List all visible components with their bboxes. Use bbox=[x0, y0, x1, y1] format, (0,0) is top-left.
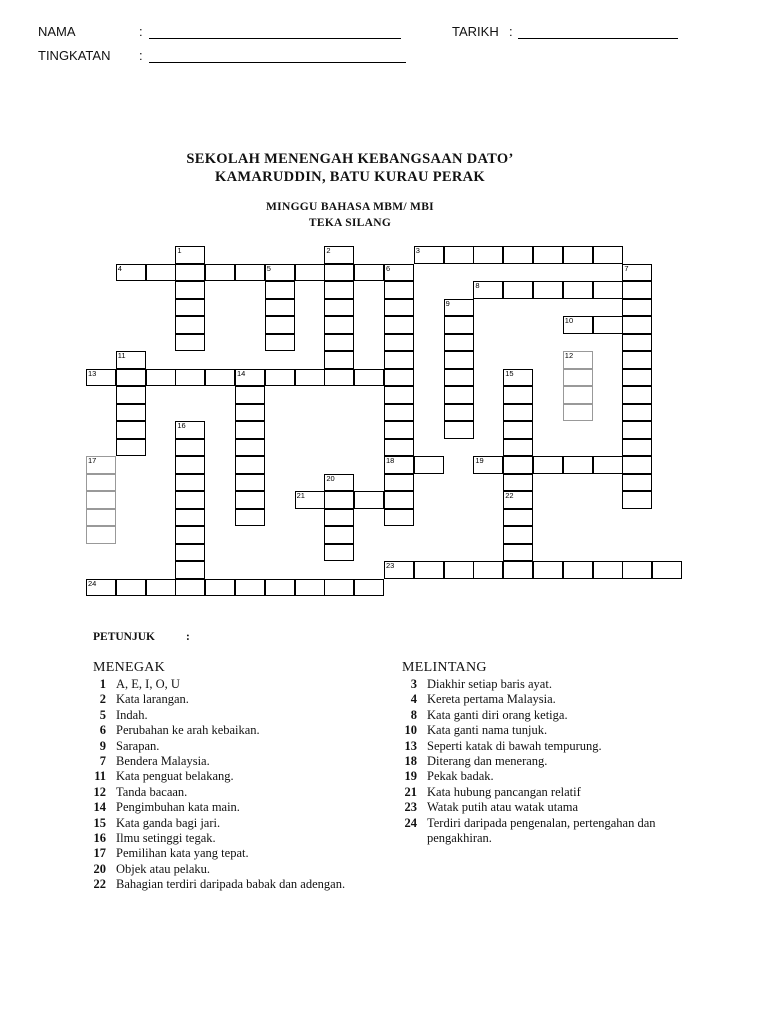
menegak-clue-5 bbox=[82, 708, 347, 723]
clue-number-10: 10 bbox=[564, 316, 574, 325]
crossword-cell[interactable] bbox=[265, 369, 295, 387]
crossword-cell[interactable] bbox=[593, 456, 623, 474]
event-title: MINGGU BAHASA MBM/ MBI bbox=[266, 201, 434, 213]
crossword-cell[interactable] bbox=[593, 281, 623, 299]
clue-number: 3 bbox=[410, 677, 417, 691]
crossword-cell[interactable] bbox=[295, 264, 325, 282]
crossword-cell[interactable] bbox=[563, 456, 593, 474]
crossword-cell[interactable] bbox=[563, 281, 593, 299]
crossword-cell[interactable] bbox=[622, 456, 652, 474]
crossword-cell[interactable] bbox=[384, 351, 414, 369]
clue-text: Pekak badak. bbox=[427, 769, 494, 784]
crossword-cell[interactable] bbox=[384, 334, 414, 352]
clue-number-19: 19 bbox=[475, 456, 484, 465]
crossword-cell[interactable] bbox=[384, 299, 414, 317]
crossword-cell[interactable] bbox=[146, 369, 176, 387]
crossword-cell[interactable] bbox=[175, 561, 205, 579]
tingkatan-colon: : bbox=[139, 48, 143, 63]
crossword-cell[interactable] bbox=[533, 246, 563, 264]
crossword-cell[interactable] bbox=[175, 509, 205, 527]
crossword-cell[interactable] bbox=[444, 561, 474, 579]
clue-number: 16 bbox=[93, 831, 106, 846]
crossword-cell[interactable] bbox=[444, 334, 474, 352]
melintang-clue-21 bbox=[393, 785, 713, 800]
crossword-cell[interactable] bbox=[533, 456, 563, 474]
crossword-cell[interactable] bbox=[563, 561, 593, 579]
crossword-cell[interactable] bbox=[86, 509, 116, 527]
clue-text: Kata penguat belakang. bbox=[116, 769, 234, 784]
clue-text: Kata ganti nama tunjuk. bbox=[427, 723, 548, 738]
crossword-cell[interactable] bbox=[324, 544, 354, 562]
clue-number-21: 21 bbox=[296, 491, 305, 500]
crossword-cell[interactable] bbox=[354, 369, 384, 387]
clue-number: 14 bbox=[93, 800, 106, 815]
crossword-cell[interactable] bbox=[563, 404, 593, 422]
crossword-cell[interactable] bbox=[175, 334, 205, 352]
petunjuk-label: PETUNJUK bbox=[93, 631, 155, 643]
menegak-clue-22 bbox=[82, 877, 347, 892]
melintang-clue-3 bbox=[393, 677, 713, 692]
school-name-line2: KAMARUDDIN, BATU KURAU PERAK bbox=[215, 169, 485, 185]
menegak-clue-9 bbox=[82, 739, 347, 754]
crossword-cell[interactable] bbox=[563, 369, 593, 387]
crossword-cell[interactable] bbox=[146, 264, 176, 282]
school-name-line1: SEKOLAH MENENGAH KEBANGSAAN DATO’ bbox=[186, 151, 514, 167]
crossword-cell[interactable] bbox=[473, 246, 503, 264]
menegak-clue-20 bbox=[82, 862, 347, 877]
crossword-cell[interactable] bbox=[295, 579, 325, 597]
crossword-cell[interactable] bbox=[414, 561, 444, 579]
clue-number: 21 bbox=[404, 784, 417, 799]
crossword-cell[interactable] bbox=[384, 404, 414, 422]
crossword-cell[interactable] bbox=[622, 334, 652, 352]
crossword-cell[interactable] bbox=[503, 456, 533, 474]
crossword-cell[interactable] bbox=[175, 281, 205, 299]
clue-text: Bahagian terdiri daripada babak dan adengan. bbox=[116, 877, 346, 892]
clue-number-11: 11 bbox=[117, 351, 126, 360]
menegak-clue-1 bbox=[82, 677, 347, 692]
nama-colon: : bbox=[139, 24, 143, 39]
crossword-cell[interactable] bbox=[265, 316, 295, 334]
menegak-clue-17 bbox=[82, 846, 347, 861]
crossword-cell[interactable] bbox=[235, 474, 265, 492]
melintang-clue-10 bbox=[393, 723, 713, 738]
crossword-cell[interactable] bbox=[622, 421, 652, 439]
clue-number-18: 18 bbox=[386, 456, 395, 465]
menegak-clue-11 bbox=[82, 769, 347, 784]
clue-number: 5 bbox=[99, 707, 106, 722]
crossword-cell[interactable] bbox=[622, 561, 652, 579]
crossword-cell[interactable] bbox=[235, 439, 265, 457]
crossword-cell[interactable] bbox=[593, 246, 623, 264]
clue-text: Seperti katak di bawah tempurung. bbox=[427, 738, 602, 753]
puzzle-title: TEKA SILANG bbox=[308, 217, 392, 229]
crossword-cell[interactable] bbox=[175, 299, 205, 317]
clue-text: A, E, I, O, U bbox=[116, 677, 180, 691]
crossword-cell[interactable] bbox=[622, 439, 652, 457]
crossword-cell[interactable] bbox=[563, 386, 593, 404]
crossword-cell[interactable] bbox=[384, 369, 414, 387]
crossword-cell[interactable] bbox=[86, 526, 116, 544]
crossword-cell[interactable] bbox=[622, 316, 652, 334]
melintang-clue-18 bbox=[393, 754, 713, 769]
clue-number: 7 bbox=[99, 754, 106, 769]
clue-number: 20 bbox=[93, 861, 106, 876]
clue-number: 12 bbox=[93, 784, 106, 799]
crossword-cell[interactable] bbox=[384, 386, 414, 404]
crossword-cell[interactable] bbox=[175, 264, 205, 282]
menegak-clue-7 bbox=[82, 754, 347, 769]
crossword-cell[interactable] bbox=[533, 561, 563, 579]
crossword-cell[interactable] bbox=[622, 351, 652, 369]
crossword-cell[interactable] bbox=[503, 544, 533, 562]
clue-number: 23 bbox=[404, 800, 417, 815]
crossword-cell[interactable] bbox=[444, 369, 474, 387]
crossword-cell[interactable] bbox=[324, 579, 354, 597]
nama-label: NAMA bbox=[38, 24, 76, 39]
crossword-cell[interactable] bbox=[175, 491, 205, 509]
clue-number: 19 bbox=[404, 769, 417, 784]
crossword-cell[interactable] bbox=[563, 246, 593, 264]
clue-number-16: 16 bbox=[177, 421, 186, 430]
menegak-heading: MENEGAK bbox=[93, 660, 166, 675]
clue-text: Diakhir setiap baris ayat. bbox=[427, 677, 552, 691]
crossword-cell[interactable] bbox=[503, 474, 533, 492]
clue-number: 4 bbox=[410, 692, 417, 707]
crossword-cell[interactable] bbox=[444, 386, 474, 404]
crossword-cell[interactable] bbox=[324, 334, 354, 352]
clue-number-1: 1 bbox=[177, 246, 182, 255]
clue-number-24: 24 bbox=[88, 578, 97, 588]
crossword-cell[interactable] bbox=[503, 404, 533, 422]
clue-number-2: 2 bbox=[326, 246, 331, 255]
crossword-cell[interactable] bbox=[175, 456, 205, 474]
crossword-cell[interactable] bbox=[652, 561, 682, 579]
crossword-cell[interactable] bbox=[384, 439, 414, 457]
menegak-clue-2 bbox=[82, 692, 347, 707]
crossword-cell[interactable] bbox=[503, 246, 533, 264]
melintang-clue-23 bbox=[393, 800, 713, 815]
melintang-clue-19 bbox=[393, 769, 713, 784]
clue-number: 8 bbox=[410, 707, 417, 722]
crossword-cell[interactable] bbox=[533, 281, 563, 299]
crossword-cell[interactable] bbox=[324, 299, 354, 317]
crossword-cell[interactable] bbox=[324, 369, 354, 387]
clue-number: 22 bbox=[93, 877, 106, 892]
clue-number-9: 9 bbox=[445, 298, 450, 308]
crossword-cell[interactable] bbox=[116, 386, 146, 404]
crossword-cell[interactable] bbox=[622, 369, 652, 387]
clue-number: 17 bbox=[93, 846, 106, 861]
petunjuk-colon: : bbox=[186, 631, 190, 643]
crossword-cell[interactable] bbox=[503, 421, 533, 439]
menegak-clue-6 bbox=[82, 723, 347, 738]
crossword-cell[interactable] bbox=[503, 509, 533, 527]
clue-number: 2 bbox=[99, 692, 106, 707]
crossword-cell[interactable] bbox=[384, 316, 414, 334]
clue-text: Sarapan. bbox=[116, 738, 160, 753]
crossword-cell[interactable] bbox=[235, 579, 265, 597]
crossword-cell[interactable] bbox=[622, 299, 652, 317]
crossword-cell[interactable] bbox=[175, 474, 205, 492]
crossword-cell[interactable] bbox=[86, 491, 116, 509]
clue-number: 11 bbox=[94, 769, 106, 784]
clue-text: Objek atau pelaku. bbox=[116, 861, 211, 876]
clue-number-22: 22 bbox=[505, 491, 514, 500]
melintang-clue-8 bbox=[393, 708, 713, 723]
clue-number: 13 bbox=[404, 738, 417, 753]
menegak-clue-12 bbox=[82, 785, 347, 800]
crossword-cell[interactable] bbox=[444, 404, 474, 422]
clue-text: Pengimbuhan kata main. bbox=[116, 800, 240, 815]
clue-number: 1 bbox=[99, 677, 106, 691]
clue-number: 18 bbox=[404, 754, 417, 769]
crossword-cell[interactable] bbox=[235, 386, 265, 404]
crossword-cell[interactable] bbox=[175, 316, 205, 334]
crossword-cell[interactable] bbox=[503, 526, 533, 544]
clue-number-8: 8 bbox=[475, 281, 480, 290]
crossword-cell[interactable] bbox=[205, 369, 235, 387]
crossword-cell[interactable] bbox=[235, 509, 265, 527]
crossword-cell[interactable] bbox=[175, 526, 205, 544]
crossword-cell[interactable] bbox=[235, 264, 265, 282]
crossword-cell[interactable] bbox=[265, 579, 295, 597]
clue-number-6: 6 bbox=[386, 263, 391, 273]
melintang-clue-list bbox=[393, 677, 713, 846]
crossword-cell[interactable] bbox=[146, 579, 176, 597]
crossword-cell[interactable] bbox=[265, 334, 295, 352]
clue-text: Watak putih atau watak utama bbox=[427, 800, 579, 815]
clue-text: Terdiri daripada pengenalan, pertengahan dan pengakhiran. bbox=[427, 815, 656, 846]
clue-number-20: 20 bbox=[326, 473, 335, 483]
clue-text: Indah. bbox=[116, 707, 148, 722]
clue-number-7: 7 bbox=[624, 263, 629, 273]
clue-text: Diterang dan menerang. bbox=[427, 754, 548, 769]
melintang-clue-24 bbox=[393, 816, 713, 847]
crossword-cell[interactable] bbox=[503, 281, 533, 299]
crossword-cell[interactable] bbox=[473, 561, 503, 579]
clue-number: 6 bbox=[99, 723, 106, 738]
menegak-clue-16 bbox=[82, 831, 347, 846]
crossword-cell[interactable] bbox=[295, 369, 325, 387]
clue-text: Kereta pertama Malaysia. bbox=[427, 692, 556, 707]
clue-number-15: 15 bbox=[505, 368, 514, 378]
crossword-cell[interactable] bbox=[324, 491, 354, 509]
crossword-cell[interactable] bbox=[235, 421, 265, 439]
crossword-cell[interactable] bbox=[116, 579, 146, 597]
crossword-cell[interactable] bbox=[324, 351, 354, 369]
crossword-cell[interactable] bbox=[116, 421, 146, 439]
tingkatan-label: TINGKATAN bbox=[38, 48, 111, 63]
crossword-cell[interactable] bbox=[205, 264, 235, 282]
clue-text: Ilmu setinggi tegak. bbox=[116, 831, 216, 846]
crossword-cell[interactable] bbox=[324, 264, 354, 282]
clue-text: Kata ganti diri orang ketiga. bbox=[427, 707, 568, 722]
crossword-cell[interactable] bbox=[503, 561, 533, 579]
menegak-clue-15 bbox=[82, 816, 347, 831]
crossword-cell[interactable] bbox=[444, 421, 474, 439]
crossword-cell[interactable] bbox=[324, 509, 354, 527]
clue-number: 10 bbox=[404, 723, 417, 738]
crossword-cell[interactable] bbox=[354, 579, 384, 597]
crossword-cell[interactable] bbox=[444, 246, 474, 264]
menegak-clue-14 bbox=[82, 800, 347, 815]
crossword-cell[interactable] bbox=[324, 526, 354, 544]
tarikh-colon: : bbox=[509, 24, 513, 39]
crossword-cell[interactable] bbox=[235, 404, 265, 422]
crossword-cell[interactable] bbox=[622, 474, 652, 492]
crossword-cell[interactable] bbox=[324, 316, 354, 334]
clue-number-12: 12 bbox=[564, 351, 574, 360]
clue-number-13: 13 bbox=[88, 368, 97, 378]
crossword-cell[interactable] bbox=[384, 474, 414, 492]
crossword-cell[interactable] bbox=[384, 491, 414, 509]
crossword-cell[interactable] bbox=[86, 474, 116, 492]
melintang-clue-13 bbox=[393, 739, 713, 754]
crossword-cell[interactable] bbox=[593, 316, 623, 334]
clue-number-23: 23 bbox=[386, 561, 395, 570]
crossword-cell[interactable] bbox=[175, 579, 205, 597]
clue-number-5: 5 bbox=[266, 263, 271, 273]
crossword-cell[interactable] bbox=[265, 281, 295, 299]
melintang-clue-4 bbox=[393, 692, 713, 707]
crossword-cell[interactable] bbox=[354, 491, 384, 509]
crossword-cell[interactable] bbox=[116, 404, 146, 422]
clue-number-17: 17 bbox=[88, 456, 97, 465]
melintang-heading: MELINTANG bbox=[402, 660, 487, 675]
crossword-cell[interactable] bbox=[265, 299, 295, 317]
crossword-cell[interactable] bbox=[384, 421, 414, 439]
clue-number: 9 bbox=[99, 738, 106, 753]
clue-number-3: 3 bbox=[415, 246, 420, 255]
clue-number: 24 bbox=[404, 815, 417, 830]
clue-number-14: 14 bbox=[237, 368, 246, 378]
clue-text: Kata larangan. bbox=[116, 692, 189, 707]
menegak-clue-list bbox=[82, 677, 347, 893]
clue-text: Pemilihan kata yang tepat. bbox=[116, 846, 249, 861]
crossword-cell[interactable] bbox=[444, 316, 474, 334]
crossword-cell[interactable] bbox=[444, 351, 474, 369]
clue-text: Perubahan ke arah kebaikan. bbox=[116, 723, 260, 738]
crossword-cell[interactable] bbox=[205, 579, 235, 597]
crossword-cell[interactable] bbox=[503, 439, 533, 457]
tarikh-label: TARIKH bbox=[452, 24, 499, 39]
crossword-cell[interactable] bbox=[622, 281, 652, 299]
clue-text: Kata hubung pancangan relatif bbox=[427, 784, 581, 799]
clue-text: Kata ganda bagi jari. bbox=[116, 815, 221, 830]
crossword-cell[interactable] bbox=[116, 439, 146, 457]
crossword-cell[interactable] bbox=[175, 369, 205, 387]
clue-text: Tanda bacaan. bbox=[116, 784, 188, 799]
clue-text: Bendera Malaysia. bbox=[116, 754, 210, 769]
clue-number: 15 bbox=[93, 815, 106, 830]
crossword-cell[interactable] bbox=[593, 561, 623, 579]
crossword-cell[interactable] bbox=[354, 264, 384, 282]
crossword-cell[interactable] bbox=[175, 544, 205, 562]
crossword-cell[interactable] bbox=[503, 386, 533, 404]
crossword-cell[interactable] bbox=[384, 281, 414, 299]
crossword-cell[interactable] bbox=[235, 456, 265, 474]
crossword-cell[interactable] bbox=[175, 439, 205, 457]
crossword-cell[interactable] bbox=[622, 404, 652, 422]
crossword-cell[interactable] bbox=[414, 456, 444, 474]
crossword-cell[interactable] bbox=[235, 491, 265, 509]
crossword-cell[interactable] bbox=[384, 509, 414, 527]
clue-number-4: 4 bbox=[117, 263, 122, 273]
crossword-cell[interactable] bbox=[622, 386, 652, 404]
crossword-cell[interactable] bbox=[324, 281, 354, 299]
crossword-cell[interactable] bbox=[622, 491, 652, 509]
crossword-cell[interactable] bbox=[116, 369, 146, 387]
